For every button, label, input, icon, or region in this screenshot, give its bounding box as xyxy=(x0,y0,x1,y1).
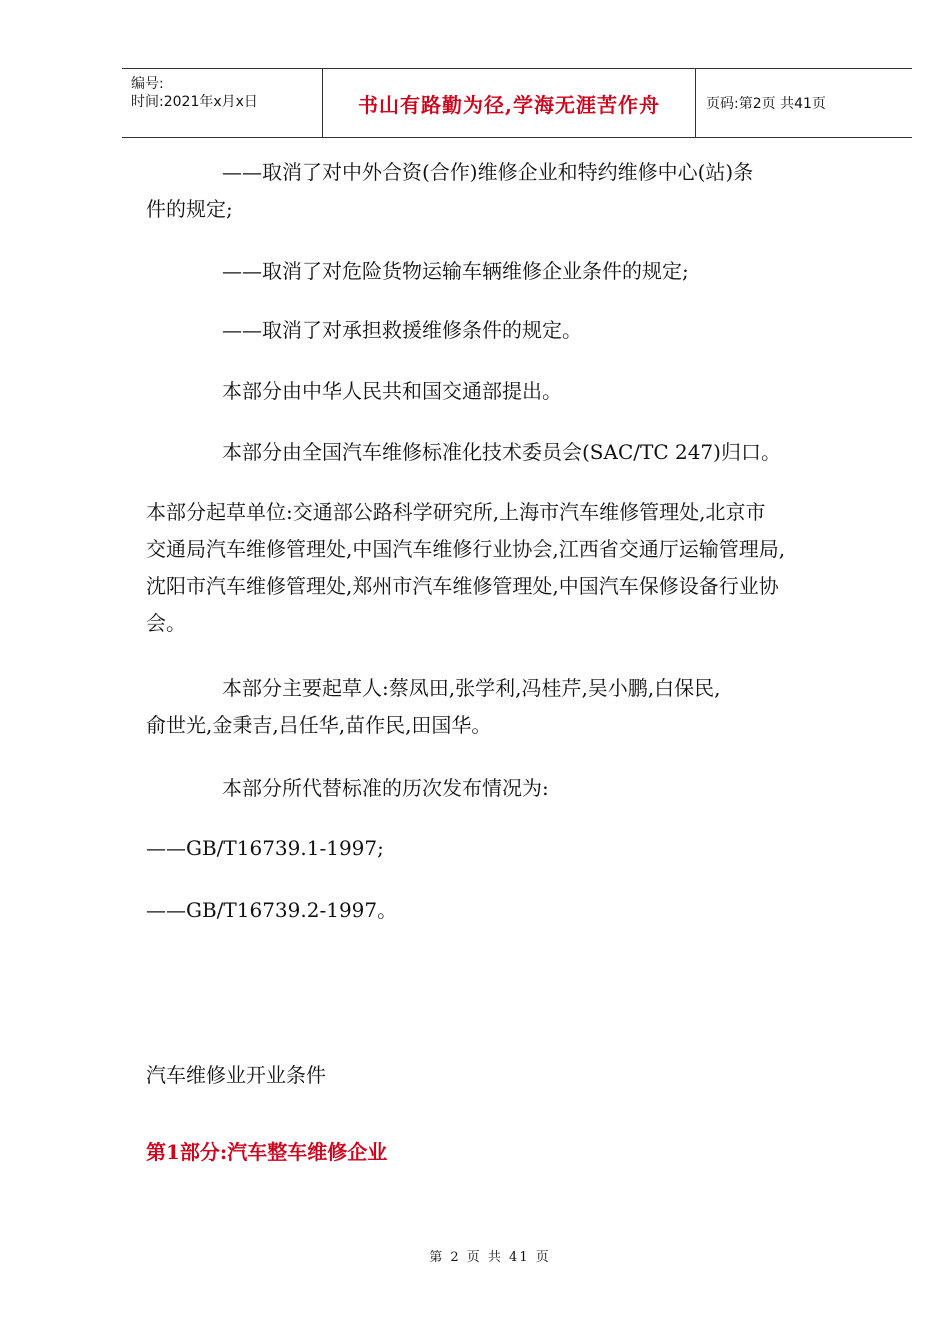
date-line: 时间:2021年x月x日 xyxy=(131,94,258,110)
paragraph-standard-1: ——GB/T16739.1-1997; xyxy=(146,836,384,860)
paragraph-line: 交通局汽车维修管理处,中国汽车维修行业协会,江西省交通厅运输管理局, xyxy=(146,537,786,561)
paragraph-line: ——取消了对中外合资(合作)维修企业和特约维修中心(站)条 xyxy=(222,160,754,184)
page-footer: 第 2 页 共 41 页 xyxy=(429,1250,551,1265)
header-page-info: 页码:第2页 共41页 xyxy=(706,96,826,112)
paragraph-committee: 本部分由全国汽车维修标准化技术委员会(SAC/TC 247)归口。 xyxy=(222,440,781,464)
header-right-cell xyxy=(696,69,912,137)
paragraph-drafting-units xyxy=(146,494,785,642)
paragraph-line: 本部分主要起草人:蔡凤田,张学利,冯桂芹,吴小鹏,白保民, xyxy=(222,676,721,700)
paragraph-cancel-joint-venture xyxy=(146,154,753,228)
paragraph-line: 沈阳市汽车维修管理处,郑州市汽车维修管理处,中国汽车保修设备行业协 xyxy=(146,574,779,598)
header-motto: 书山有路勤为径,学海无涯苦作舟 xyxy=(358,92,660,117)
paragraph-line: 本部分起草单位:交通部公路科学研究所,上海市汽车维修管理处,北京市 xyxy=(146,500,766,524)
page-header xyxy=(122,68,912,138)
part-heading: 第1部分:汽车整车维修企业 xyxy=(146,1140,388,1164)
paragraph-standard-2: ——GB/T16739.2-1997。 xyxy=(146,898,398,922)
paragraph-replaced-standards: 本部分所代替标准的历次发布情况为: xyxy=(222,776,549,800)
paragraph-proposer: 本部分由中华人民共和国交通部提出。 xyxy=(222,379,562,403)
header-left-cell xyxy=(122,69,323,137)
paragraph-cancel-rescue: ——取消了对承担救援维修条件的规定。 xyxy=(222,318,582,342)
header-middle-cell xyxy=(323,69,696,137)
paragraph-line: 会。 xyxy=(146,611,186,635)
document-title: 汽车维修业开业条件 xyxy=(146,1063,326,1087)
paragraph-drafters xyxy=(146,670,721,744)
paragraph-cancel-dangerous-goods: ——取消了对危险货物运输车辆维修企业条件的规定; xyxy=(222,259,689,283)
doc-number-label: 编号: xyxy=(131,76,164,92)
paragraph-line: 俞世光,金秉吉,吕任华,苗作民,田国华。 xyxy=(146,713,492,737)
paragraph-line: 件的规定; xyxy=(146,197,233,221)
